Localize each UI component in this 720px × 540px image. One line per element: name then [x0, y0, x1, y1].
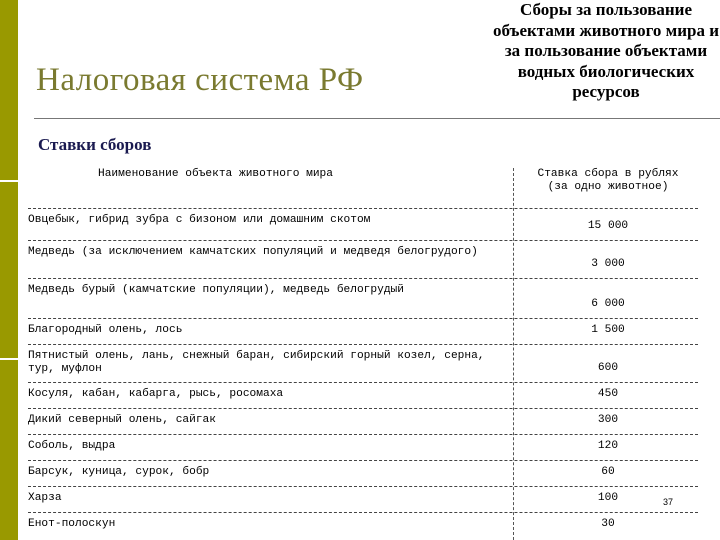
- rate-cell: 1 500: [591, 324, 625, 336]
- rate-cell: 3 000: [591, 258, 625, 270]
- rate-cell: 300: [597, 414, 619, 426]
- row-divider: [28, 434, 698, 435]
- animal-name-cell: Благородный олень, лось: [28, 324, 183, 336]
- row-divider: [28, 318, 698, 319]
- row-divider: [28, 240, 698, 241]
- animal-name-cell: Соболь, выдра: [28, 440, 116, 452]
- table-row: [28, 208, 718, 240]
- animal-name-cell: Медведь (за исключением камчатских популяций и медведя белогрудого): [28, 246, 478, 258]
- row-divider: [28, 344, 698, 345]
- table-row: [28, 408, 718, 434]
- slide-title: Налоговая система РФ: [36, 62, 364, 98]
- table-row: [28, 460, 718, 486]
- animal-name-cell: Дикий северный олень, сайгак: [28, 414, 216, 426]
- table-row: [28, 434, 718, 460]
- animal-name-cell: Пятнистый олень, лань, снежный баран, сибирский горный козел, серна, тур, муфлон: [28, 350, 492, 375]
- row-divider: [28, 278, 698, 279]
- table-row: [28, 240, 718, 278]
- slide-subtitle: Ставки сборов: [38, 135, 152, 154]
- title-rule: [34, 118, 720, 119]
- row-divider: [28, 382, 698, 383]
- page-number: 37: [663, 497, 674, 507]
- bar-divider: [0, 180, 18, 182]
- table-header: [28, 168, 718, 208]
- bar-divider: [0, 358, 18, 360]
- animal-name-cell: Барсук, куница, сурок, бобр: [28, 466, 210, 478]
- animal-name-cell: Енот-полоскун: [28, 518, 116, 530]
- row-divider: [28, 208, 698, 209]
- rate-cell: 60: [601, 466, 615, 478]
- animal-name-cell: Косуля, кабан, кабарга, рысь, росомаха: [28, 388, 284, 400]
- animal-name-cell: Овцебык, гибрид зубра с бизоном или домашним скотом: [28, 214, 371, 226]
- table-row: [28, 278, 718, 318]
- table-row: [28, 318, 718, 344]
- rate-cell: 600: [597, 362, 619, 374]
- right-heading: Сборы за пользование объектами животного мира и за пользование объектами водных биологических ресурсов: [492, 0, 720, 101]
- table-row: [28, 344, 718, 382]
- rate-cell: 30: [601, 518, 615, 530]
- accent-sidebar-bar: [0, 0, 18, 540]
- header-name-column: Наименование объекта животного мира: [98, 168, 333, 180]
- rate-cell: 120: [597, 440, 619, 452]
- animal-name-cell: Медведь бурый (камчатские популяции), медведь белогрудый: [28, 284, 404, 296]
- animal-name-cell: Харза: [28, 492, 62, 504]
- rate-cell: 15 000: [587, 220, 629, 232]
- rate-cell: 450: [597, 388, 619, 400]
- row-divider: [28, 460, 698, 461]
- header-rate-column: Ставка сбора в рублях (за одно животное): [537, 168, 679, 193]
- row-divider: [28, 512, 698, 513]
- row-divider: [28, 486, 698, 487]
- row-divider: [28, 408, 698, 409]
- table-row: [28, 382, 718, 408]
- rate-cell: 100: [597, 492, 619, 504]
- rate-cell: 6 000: [591, 298, 625, 310]
- table-row: [28, 512, 718, 538]
- table-row: [28, 486, 718, 512]
